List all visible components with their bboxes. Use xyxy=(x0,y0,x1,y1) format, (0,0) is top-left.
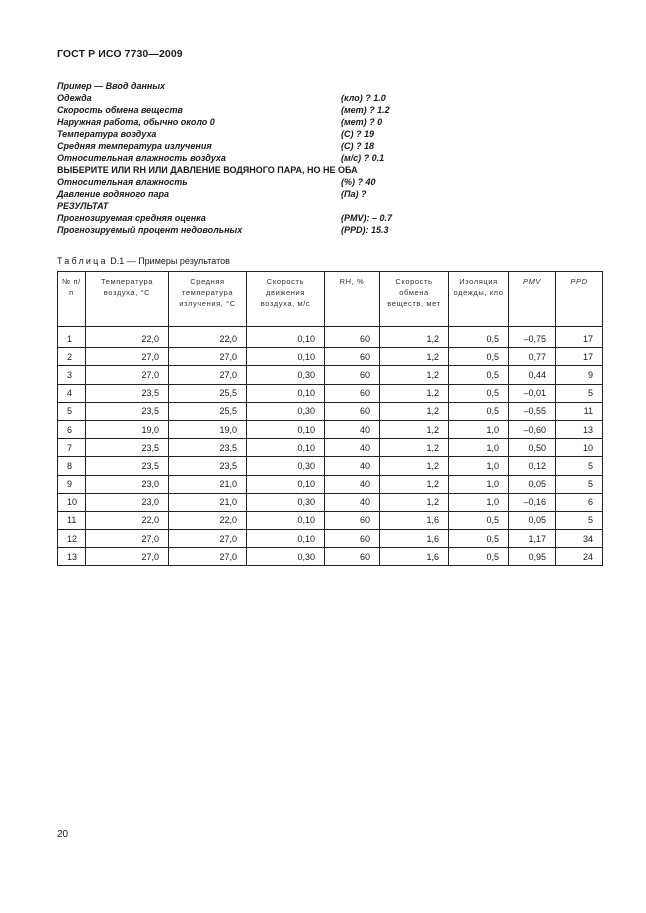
table-cell: 27,0 xyxy=(169,348,247,366)
table-cell: 1,2 xyxy=(380,366,449,384)
example-label: РЕЗУЛЬТАТ xyxy=(57,201,109,211)
table-cell: 40 xyxy=(325,439,380,457)
table-cell: 34 xyxy=(556,530,603,548)
example-value: (Па) ? xyxy=(341,189,367,199)
table-row xyxy=(58,327,603,348)
table-cell: 11 xyxy=(556,402,603,420)
example-value: (PPD): 15.3 xyxy=(341,225,389,235)
table-cell: 1,17 xyxy=(509,530,556,548)
table-cell: 17 xyxy=(556,327,603,348)
table-cell: 0,05 xyxy=(509,475,556,493)
table-cell: 0,30 xyxy=(247,548,325,566)
example-line xyxy=(57,176,597,188)
table-cell: 40 xyxy=(325,420,380,438)
example-line xyxy=(57,116,597,128)
table-cell: 60 xyxy=(325,530,380,548)
table-cell: –0,75 xyxy=(509,327,556,348)
table-cell: 24 xyxy=(556,548,603,566)
table-cell: 0,10 xyxy=(247,348,325,366)
example-value: (кло) ? 1.0 xyxy=(341,93,386,103)
example-value: (С) ? 18 xyxy=(341,141,375,151)
table-cell: 0,05 xyxy=(509,511,556,529)
table-cell: 1,0 xyxy=(449,493,509,511)
table-row xyxy=(58,366,603,384)
example-label: Прогнозируемый процент недовольных xyxy=(57,225,243,235)
example-label: Температура воздуха xyxy=(57,129,157,139)
page-number: 20 xyxy=(57,829,69,840)
example-line xyxy=(57,212,597,224)
table-cell: 23,5 xyxy=(169,457,247,475)
example-line xyxy=(57,92,597,104)
table-cell: 0,30 xyxy=(247,366,325,384)
table-cell: 0,10 xyxy=(247,475,325,493)
results-table xyxy=(57,271,603,566)
table-cell: 5 xyxy=(556,475,603,493)
table-cell: 0,5 xyxy=(449,402,509,420)
table-cell: 0,10 xyxy=(247,511,325,529)
table-cell: 23,5 xyxy=(169,439,247,457)
table-cell: 21,0 xyxy=(169,475,247,493)
table-cell: 27,0 xyxy=(169,366,247,384)
example-value: (мет) ? 0 xyxy=(341,117,383,127)
example-label: Одежда xyxy=(57,93,92,103)
table-cell: 60 xyxy=(325,366,380,384)
table-cell: 1,0 xyxy=(449,475,509,493)
table-cell: 23,5 xyxy=(86,439,169,457)
table-row xyxy=(58,475,603,493)
example-input-block xyxy=(57,80,597,236)
table-cell: 5 xyxy=(58,402,86,420)
table-cell: 6 xyxy=(58,420,86,438)
column-header: Средняя температура излучения, °С xyxy=(169,272,247,327)
table-cell: 40 xyxy=(325,457,380,475)
table-cell: 1,0 xyxy=(449,457,509,475)
example-label: Наружная работа, обычно около 0 xyxy=(57,117,215,127)
example-value: (мет) ? 1.2 xyxy=(341,105,390,115)
table-cell: 3 xyxy=(58,366,86,384)
table-cell: 40 xyxy=(325,493,380,511)
table-cell: 23,5 xyxy=(86,384,169,402)
table-cell: 1,2 xyxy=(380,402,449,420)
table-cell: 1,0 xyxy=(449,439,509,457)
table-header-row xyxy=(58,272,603,327)
table-cell: 22,0 xyxy=(86,327,169,348)
table-cell: 60 xyxy=(325,348,380,366)
table-cell: 60 xyxy=(325,511,380,529)
table-cell: 0,30 xyxy=(247,402,325,420)
table-cell: 0,12 xyxy=(509,457,556,475)
table-cell: 5 xyxy=(556,511,603,529)
table-row xyxy=(58,439,603,457)
table-cell: –0,55 xyxy=(509,402,556,420)
table-cell: 1,2 xyxy=(380,420,449,438)
example-label: ВЫБЕРИТЕ ИЛИ RH ИЛИ ДАВЛЕНИЕ ВОДЯНОГО ПАРА, НО НЕ ОБА xyxy=(57,165,358,175)
table-cell: 0,50 xyxy=(509,439,556,457)
table-row xyxy=(58,493,603,511)
table-row xyxy=(58,511,603,529)
table-row xyxy=(58,402,603,420)
table-cell: 1 xyxy=(58,327,86,348)
table-cell: 13 xyxy=(58,548,86,566)
example-line xyxy=(57,104,597,116)
table-cell: 0,10 xyxy=(247,420,325,438)
example-value: (м/с) ? 0.1 xyxy=(341,153,385,163)
table-cell: 0,95 xyxy=(509,548,556,566)
example-line xyxy=(57,200,597,212)
table-caption xyxy=(57,256,230,266)
table-cell: 1,2 xyxy=(380,457,449,475)
table-row xyxy=(58,348,603,366)
table-cell: 1,2 xyxy=(380,384,449,402)
document-header: ГОСТ Р ИСО 7730—2009 xyxy=(57,48,183,60)
table-cell: 19,0 xyxy=(86,420,169,438)
table-cell: 60 xyxy=(325,384,380,402)
table-row xyxy=(58,548,603,566)
table-cell: 17 xyxy=(556,348,603,366)
table-cell: –0,16 xyxy=(509,493,556,511)
example-value: (С) ? 19 xyxy=(341,129,375,139)
table-row xyxy=(58,420,603,438)
table-cell: 0,44 xyxy=(509,366,556,384)
table-caption-prefix: Таблица xyxy=(57,256,108,266)
table-cell: 22,0 xyxy=(169,327,247,348)
table-cell: 1,6 xyxy=(380,530,449,548)
table-cell: 60 xyxy=(325,402,380,420)
table-cell: 0,5 xyxy=(449,366,509,384)
table-cell: 9 xyxy=(58,475,86,493)
table-cell: 6 xyxy=(556,493,603,511)
table-cell: 0,10 xyxy=(247,327,325,348)
column-header: Изоляция одежды, кло xyxy=(449,272,509,327)
example-label: Средняя температура излучения xyxy=(57,141,212,151)
table-cell: 60 xyxy=(325,548,380,566)
table-cell: 0,5 xyxy=(449,530,509,548)
table-cell: 27,0 xyxy=(169,548,247,566)
table-row xyxy=(58,530,603,548)
example-line xyxy=(57,128,597,140)
example-label: Прогнозируемая средняя оценка xyxy=(57,213,206,223)
table-cell: 13 xyxy=(556,420,603,438)
table-cell: 0,5 xyxy=(449,348,509,366)
table-cell: 27,0 xyxy=(86,348,169,366)
table-cell: 23,5 xyxy=(86,402,169,420)
table-cell: 2 xyxy=(58,348,86,366)
table-body xyxy=(58,327,603,566)
table-row xyxy=(58,457,603,475)
table-cell: 0,10 xyxy=(247,530,325,548)
table-cell: 11 xyxy=(58,511,86,529)
column-header: PPD xyxy=(556,272,603,327)
table-cell: 40 xyxy=(325,475,380,493)
table-cell: 0,5 xyxy=(449,327,509,348)
column-header: PMV xyxy=(509,272,556,327)
example-label: Давление водяного пара xyxy=(57,189,169,199)
table-cell: –0,01 xyxy=(509,384,556,402)
table-cell: 0,30 xyxy=(247,493,325,511)
table-cell: 1,2 xyxy=(380,475,449,493)
example-value: (%) ? 40 xyxy=(341,177,376,187)
example-label: Скорость обмена веществ xyxy=(57,105,183,115)
table-cell: 4 xyxy=(58,384,86,402)
table-cell: 1,2 xyxy=(380,439,449,457)
table-row xyxy=(58,384,603,402)
table-cell: 10 xyxy=(556,439,603,457)
table-cell: 27,0 xyxy=(86,548,169,566)
table-cell: 7 xyxy=(58,439,86,457)
table-cell: 0,5 xyxy=(449,511,509,529)
table-cell: 21,0 xyxy=(169,493,247,511)
example-line xyxy=(57,224,597,236)
example-line xyxy=(57,152,597,164)
table-cell: 25,5 xyxy=(169,402,247,420)
table-cell: 1,6 xyxy=(380,548,449,566)
table-cell: 60 xyxy=(325,327,380,348)
table-cell: –0,60 xyxy=(509,420,556,438)
example-line xyxy=(57,164,597,176)
table-cell: 1,0 xyxy=(449,420,509,438)
example-line xyxy=(57,188,597,200)
table-cell: 27,0 xyxy=(86,530,169,548)
table-cell: 19,0 xyxy=(169,420,247,438)
example-line xyxy=(57,140,597,152)
example-label: Относительная влажность воздуха xyxy=(57,153,226,163)
table-cell: 5 xyxy=(556,457,603,475)
example-value: (PMV): – 0.7 xyxy=(341,213,393,223)
column-header: Скорость движения воздуха, м/с xyxy=(247,272,325,327)
column-header: Скорость обмена веществ, мет xyxy=(380,272,449,327)
table-cell: 0,5 xyxy=(449,548,509,566)
table-cell: 9 xyxy=(556,366,603,384)
table-cell: 0,5 xyxy=(449,384,509,402)
table-cell: 1,2 xyxy=(380,493,449,511)
table-cell: 5 xyxy=(556,384,603,402)
table-caption-title: D.1 — Примеры результатов xyxy=(107,256,230,266)
table-cell: 25,5 xyxy=(169,384,247,402)
table-cell: 0,77 xyxy=(509,348,556,366)
table-cell: 0,10 xyxy=(247,439,325,457)
table-cell: 23,5 xyxy=(86,457,169,475)
example-label: Пример — Ввод данных xyxy=(57,81,166,91)
table-cell: 12 xyxy=(58,530,86,548)
table-cell: 10 xyxy=(58,493,86,511)
table-cell: 22,0 xyxy=(169,511,247,529)
table-cell: 0,30 xyxy=(247,457,325,475)
table-cell: 27,0 xyxy=(86,366,169,384)
table-cell: 22,0 xyxy=(86,511,169,529)
column-header: RH, % xyxy=(325,272,380,327)
column-header: Температура воздуха, °С xyxy=(86,272,169,327)
column-header: № п/п xyxy=(58,272,86,327)
example-label: Относительная влажность xyxy=(57,177,188,187)
table-cell: 27,0 xyxy=(169,530,247,548)
table-cell: 8 xyxy=(58,457,86,475)
example-line xyxy=(57,80,597,92)
table-cell: 0,10 xyxy=(247,384,325,402)
table-cell: 1,2 xyxy=(380,348,449,366)
table-cell: 1,6 xyxy=(380,511,449,529)
table-cell: 23,0 xyxy=(86,475,169,493)
table-cell: 1,2 xyxy=(380,327,449,348)
table-cell: 23,0 xyxy=(86,493,169,511)
